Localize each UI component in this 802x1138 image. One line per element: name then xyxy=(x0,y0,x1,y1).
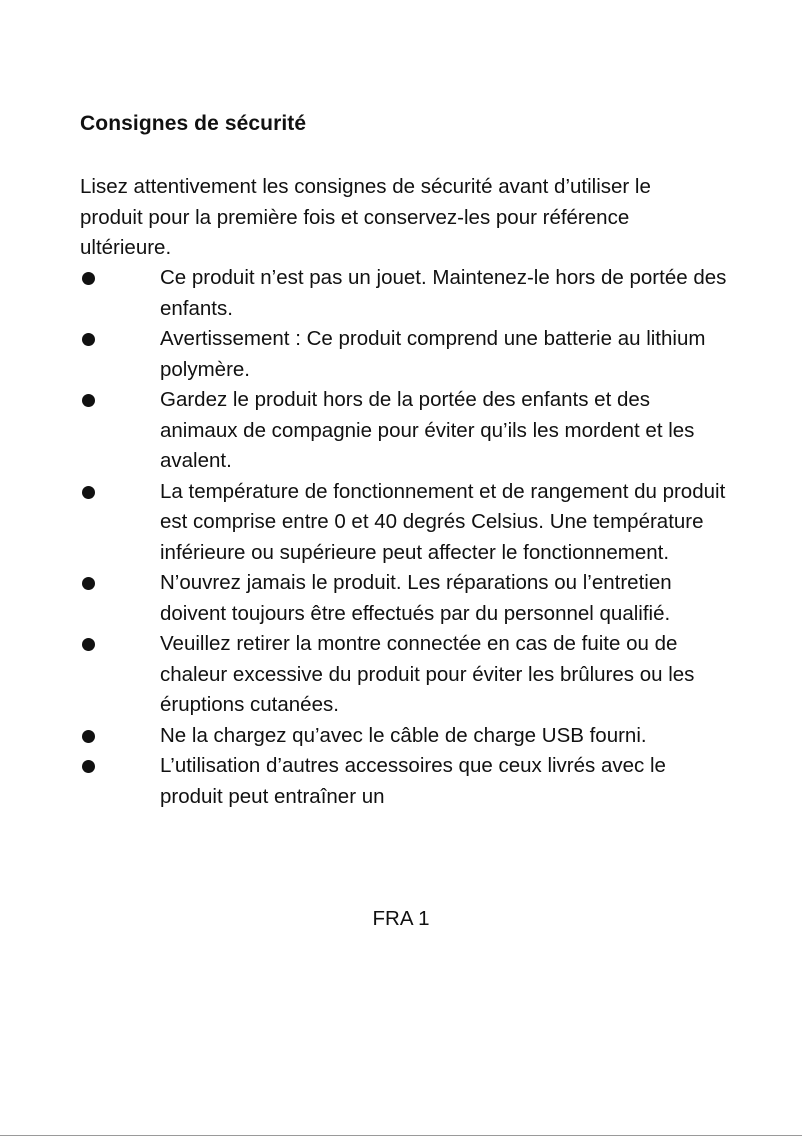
section-heading: Consignes de sécurité xyxy=(80,112,307,135)
safety-list xyxy=(80,263,730,812)
bullet-icon xyxy=(82,638,95,651)
page-edge-divider xyxy=(0,1135,802,1136)
list-item-text: Ne la chargez qu’avec le câble de charge USB fourni. xyxy=(160,723,647,747)
list-item xyxy=(80,477,730,569)
list-item-text: L’utilisation d’autres accessoires que ceux livrés avec le produit peut entraîner un xyxy=(160,754,666,808)
list-item xyxy=(80,568,730,629)
page-number: FRA 1 xyxy=(372,907,430,930)
list-item-text: La température de fonctionnement et de rangement du produit est comprise entre 0 et 40 degrés Celsius. Une température inférieure ou supérieure peut affecter le fonctionnement. xyxy=(160,479,726,564)
bullet-icon xyxy=(82,394,95,407)
list-item-text: Veuillez retirer la montre connectée en cas de fuite ou de chaleur excessive du produit pour éviter les brûlures ou les éruptions cutanées. xyxy=(160,632,695,716)
list-item-text: Gardez le produit hors de la portée des enfants et des animaux de compagnie pour éviter qu’ils les mordent et les avalent. xyxy=(160,388,695,472)
bullet-icon xyxy=(82,760,95,773)
bullet-icon xyxy=(82,577,95,590)
list-item-text: Avertissement : Ce produit comprend une batterie au lithium polymère. xyxy=(160,327,706,381)
list-item-text: N’ouvrez jamais le produit. Les réparations ou l’entretien doivent toujours être effectués par du personnel qualifié. xyxy=(160,571,672,625)
list-item xyxy=(80,751,730,812)
list-item xyxy=(80,721,730,752)
bullet-icon xyxy=(82,486,95,499)
intro-paragraph: Lisez attentivement les consignes de sécurité avant d’utiliser le produit pour la première fois et conservez-les pour référence ultérieure. xyxy=(80,175,651,259)
bullet-icon xyxy=(82,333,95,346)
bullet-icon xyxy=(82,730,95,743)
list-item xyxy=(80,324,730,385)
bullet-icon xyxy=(82,272,95,285)
list-item xyxy=(80,263,730,324)
list-item xyxy=(80,629,730,721)
list-item-text: Ce produit n’est pas un jouet. Maintenez-le hors de portée des enfants. xyxy=(160,266,727,320)
list-item xyxy=(80,385,730,477)
